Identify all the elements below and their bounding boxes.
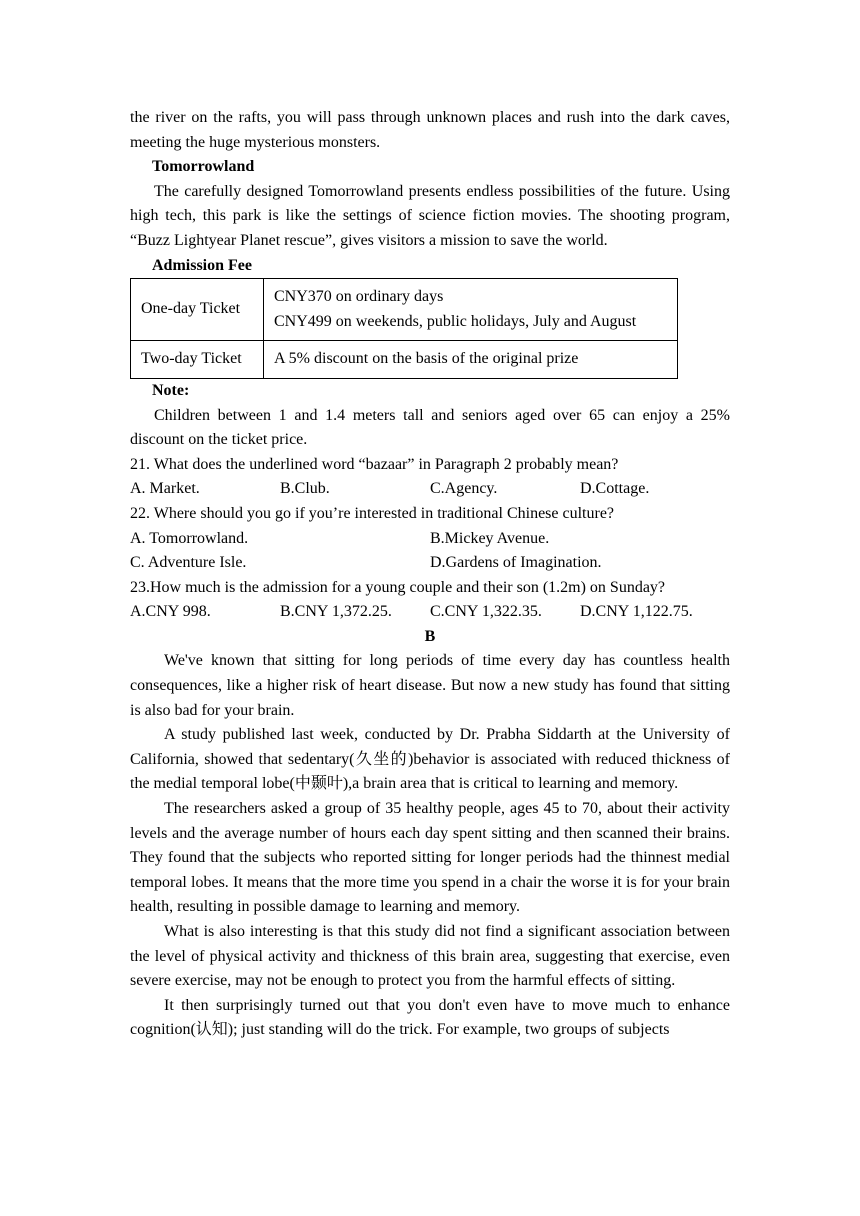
- question-stem: 22. Where should you go if you’re interested in traditional Chinese culture?: [130, 504, 615, 522]
- ticket-price-cell: [264, 341, 678, 379]
- option[interactable]: C.CNY 1,322.35.: [430, 603, 542, 621]
- option[interactable]: D.CNY 1,122.75.: [580, 603, 693, 621]
- option[interactable]: A. Market.: [130, 480, 200, 498]
- option[interactable]: C.Agency.: [430, 480, 498, 498]
- question-stem: 23.How much is the admission for a young couple and their son (1.2m) on Sunday?: [130, 578, 666, 596]
- note-heading: Note:: [152, 381, 190, 399]
- option[interactable]: C. Adventure Isle.: [130, 554, 247, 572]
- question-options: [130, 600, 730, 625]
- tomorrowland-paragraph: The carefully designed Tomorrowland presents endless possibilities of the future. Using high tech, this park is like the settings of science fiction movies. The shooting program, “Buzz Lightyear Planet rescue”, gives visitors a mission to save the world.: [130, 182, 730, 249]
- section-b-paragraph: The researchers asked a group of 35 healthy people, ages 45 to 70, about their activity levels and the average number of hours each day spent sitting and then scanned their brains. They found that the subjects who reported sitting for longer periods had the thinnest medial temporal lobes. It means that the more time you spend in a chair the worse it is for your brain health, resulting in possible damage to learning and memory.: [130, 800, 730, 916]
- intro-paragraph: the river on the rafts, you will pass through unknown places and rush into the dark caves, meeting the huge mysterious monsters.: [130, 109, 730, 151]
- option[interactable]: B.Mickey Avenue.: [430, 529, 550, 547]
- admission-fee-table: [130, 278, 678, 379]
- option[interactable]: B.CNY 1,372.25.: [280, 603, 392, 621]
- option[interactable]: B.Club.: [280, 480, 330, 498]
- section-b-paragraph: A study published last week, conducted by Dr. Prabha Siddarth at the University of California, showed that sedentary(久坐的)behavior is associated with reduced thickness of the medial temporal lobe(中颞叶),a brain area that is critical to learning and memory.: [130, 726, 730, 793]
- section-b-paragraph: It then surprisingly turned out that you don't even have to move much to enhance cognition(认知); just standing will do the trick. For example, two groups of subjects: [130, 996, 730, 1039]
- ticket-type-cell: Two-day Ticket: [131, 341, 264, 379]
- admission-fee-heading: Admission Fee: [152, 256, 252, 274]
- question-options: [130, 551, 730, 576]
- table-row: [131, 279, 678, 341]
- question-options: [130, 527, 730, 552]
- table-row: [131, 341, 678, 379]
- section-b-title: B: [424, 627, 436, 645]
- ticket-type-cell: One-day Ticket: [131, 279, 264, 341]
- tomorrowland-heading: Tomorrowland: [152, 158, 255, 176]
- price-line: CNY370 on ordinary days: [274, 288, 444, 306]
- question-stem: 21. What does the underlined word “bazaar” in Paragraph 2 probably mean?: [130, 455, 619, 473]
- price-line: A 5% discount on the basis of the original prize: [274, 350, 579, 368]
- option[interactable]: A.CNY 998.: [130, 603, 211, 621]
- option[interactable]: A. Tomorrowland.: [130, 529, 249, 547]
- section-b-paragraph: What is also interesting is that this study did not find a significant association between the level of physical activity and thickness of this brain area, suggesting that exercise, even severe exercise, may not be enough to protect you from the harmful effects of sitting.: [130, 923, 730, 990]
- note-paragraph: Children between 1 and 1.4 meters tall and seniors aged over 65 can enjoy a 25% discount on the ticket price.: [130, 406, 730, 449]
- option[interactable]: D.Gardens of Imagination.: [430, 554, 602, 572]
- price-line: CNY499 on weekends, public holidays, July and August: [274, 312, 637, 330]
- document-page: [130, 106, 730, 1043]
- option[interactable]: D.Cottage.: [580, 480, 650, 498]
- question-options: [130, 477, 730, 502]
- ticket-price-cell: [264, 279, 678, 341]
- section-b-paragraph: We've known that sitting for long periods of time every day has countless health consequences, like a higher risk of heart disease. But now a new study has found that sitting is also bad for your brain.: [130, 652, 730, 719]
